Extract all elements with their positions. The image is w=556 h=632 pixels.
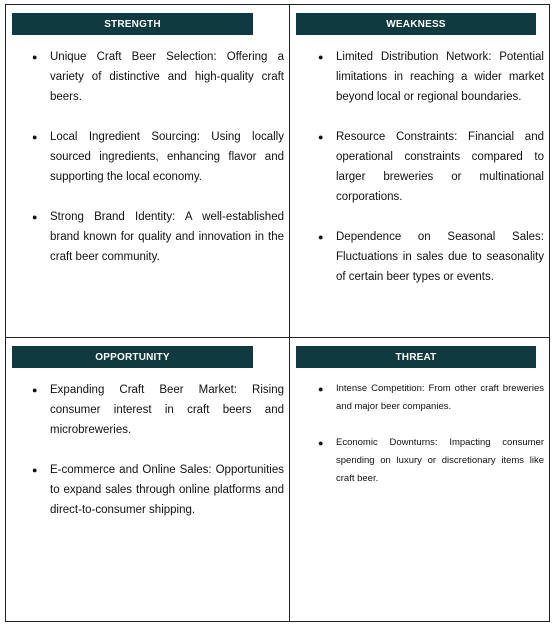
swot-table [5, 4, 550, 622]
list-item-text: E-commerce and Online Sales: Opportunities to expand sales through online platforms and direct-to-consumer shipping. [50, 464, 284, 516]
list-item-text: Resource Constraints: Financial and operational constraints compared to larger breweries or multinational corporations. [336, 131, 544, 203]
list-item [318, 47, 544, 107]
bullet-icon: ● [318, 132, 324, 142]
threat-header: THREAT [296, 346, 536, 368]
list-item [318, 227, 544, 287]
bullet-icon: ● [32, 52, 38, 62]
list-item-text: Limited Distribution Network: Potential limitations in reaching a wider market beyond local or regional boundaries. [336, 51, 544, 103]
bullet-icon: ● [32, 385, 38, 395]
list-item-text: Intense Competition: From other craft breweries and major beer companies. [336, 383, 544, 412]
list-item [318, 380, 544, 416]
bullet-icon: ● [318, 52, 324, 62]
strength-header: STRENGTH [12, 13, 253, 35]
threat-list [318, 380, 544, 506]
opportunity-quadrant [6, 338, 289, 621]
list-item [32, 207, 284, 267]
opportunity-header: OPPORTUNITY [12, 346, 253, 368]
bullet-icon: ● [32, 212, 38, 222]
opportunity-list [32, 380, 284, 540]
list-item [32, 460, 284, 520]
list-item-text: Economic Downturns: Impacting consumer spending on luxury or discretionary items like craft beer. [336, 437, 544, 484]
strength-quadrant [6, 5, 289, 337]
list-item-text: Strong Brand Identity: A well-established brand known for quality and innovation in the craft beer community. [50, 211, 284, 263]
list-item-text: Expanding Craft Beer Market: Rising consumer interest in craft beers and microbreweries. [50, 384, 284, 436]
strength-list [32, 47, 284, 287]
bullet-icon: ● [32, 465, 38, 475]
list-item [32, 380, 284, 440]
bullet-icon: ● [318, 438, 324, 448]
list-item [32, 127, 284, 187]
list-item-text: Dependence on Seasonal Sales: Fluctuations in sales due to seasonality of certain beer types or events. [336, 231, 544, 283]
bullet-icon: ● [32, 132, 38, 142]
list-item [32, 47, 284, 107]
bullet-icon: ● [318, 384, 324, 394]
bullet-icon: ● [318, 232, 324, 242]
list-item [318, 434, 544, 488]
weakness-list [318, 47, 544, 307]
list-item-text: Unique Craft Beer Selection: Offering a variety of distinctive and high-quality craft beers. [50, 51, 284, 103]
weakness-header: WEAKNESS [296, 13, 536, 35]
list-item [318, 127, 544, 207]
weakness-quadrant [290, 5, 549, 337]
list-item-text: Local Ingredient Sourcing: Using locally sourced ingredients, enhancing flavor and supporting the local economy. [50, 131, 284, 183]
threat-quadrant [290, 338, 549, 621]
